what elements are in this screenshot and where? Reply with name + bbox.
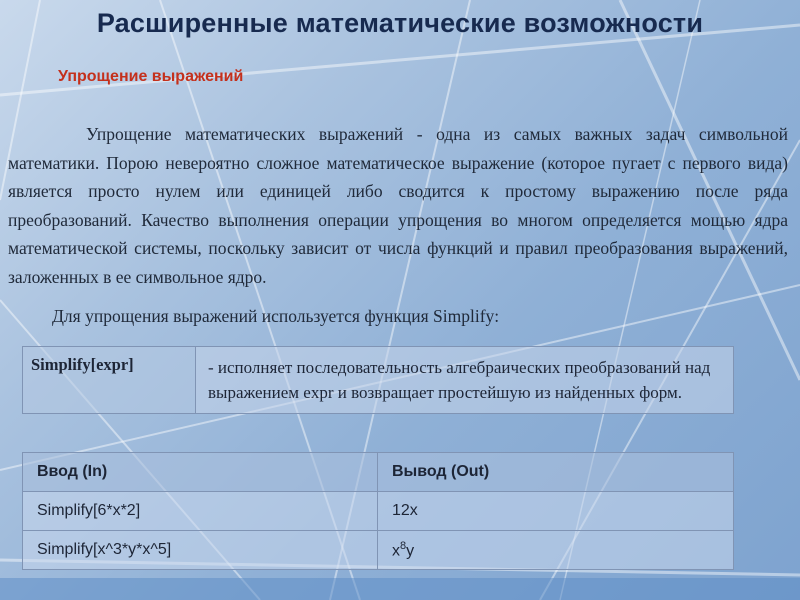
definition-row [23,347,734,414]
function-description: - исполняет последовательность алгебраических преобразований над выражением expr и возвращает простейшую из найденных форм. [196,347,734,414]
table-row [23,492,734,531]
paragraph-text: Упрощение математических выражений - одна из самых важных задач символьной математики. Порою невероятно сложное математическое выражение (которое пугает с первого вида) является просто нулем или единицей либо сводится к простому выражению после ряда преобразований. Качество выполнения операции упрощения во многом определяется мощью ядра математической системы, поскольку зависит от числа функций и правил преобразования выражений, заложенных в ее символьное ядро. [8,124,788,287]
slide-title: Расширенные математические возможности [96,8,704,38]
body-paragraph [8,120,788,292]
output-base: x [392,542,400,560]
header-output: Вывод (Out) [378,453,734,492]
output-cell [378,531,734,570]
table-row [23,531,734,570]
output-exponent: 8 [400,539,407,552]
table-header-row [23,453,734,492]
header-input: Ввод (In) [23,453,378,492]
input-cell: Simplify[x^3*y*x^5] [23,531,378,570]
definition-table [22,346,734,414]
section-subtitle: Упрощение выражений [58,68,244,85]
function-signature: Simplify[expr] [23,347,196,414]
intro-line: Для упрощения выражений используется функция Simplify: [52,306,500,326]
output-cell: 12x [378,492,734,531]
input-cell: Simplify[6*x*2] [23,492,378,531]
output-tail: y [406,542,415,560]
examples-table [22,452,734,570]
